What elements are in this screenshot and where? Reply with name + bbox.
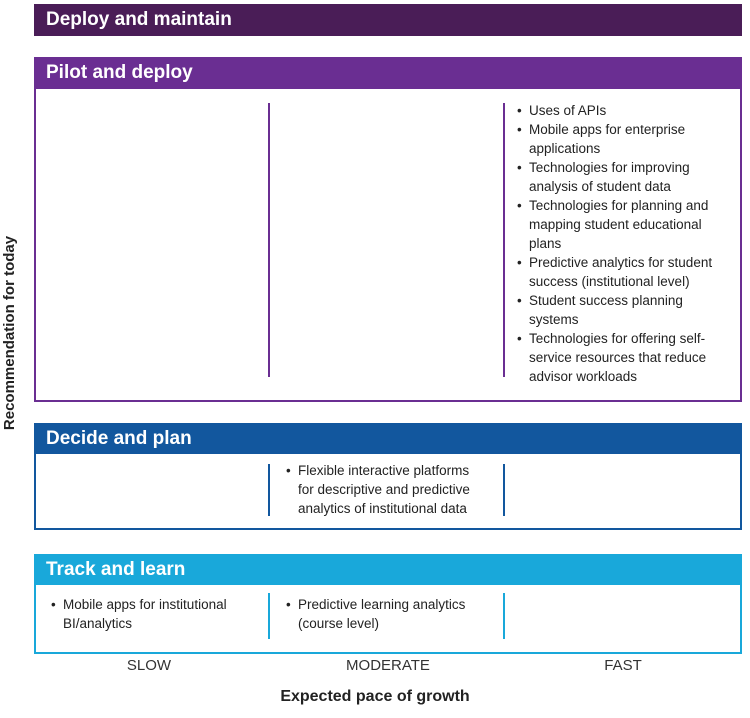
- band-pilot-deploy-body: [34, 89, 742, 402]
- band-decide-plan-body: [34, 454, 742, 530]
- track-slow-column: [51, 595, 256, 633]
- list-item: • Technologies for planning and mapping student educational plans: [517, 196, 717, 253]
- list-item: • Technologies for improving analysis of student data: [517, 158, 717, 196]
- band-deploy-maintain-title: Deploy and maintain: [34, 4, 742, 36]
- band-deploy-maintain: [34, 4, 742, 36]
- band-track-learn: [34, 554, 742, 654]
- list-item: • Mobile apps for institutional BI/analytics: [51, 595, 256, 633]
- y-axis-label: Recommendation for today: [1, 235, 18, 431]
- band-track-learn-title: Track and learn: [34, 554, 742, 585]
- decide-moderate-list: [286, 461, 486, 518]
- track-moderate-column: [286, 595, 486, 633]
- track-slow-list: [51, 595, 256, 633]
- band-pilot-deploy-title: Pilot and deploy: [34, 57, 742, 89]
- pilot-fast-list: [517, 101, 717, 386]
- band-decide-plan-title: Decide and plan: [34, 423, 742, 454]
- x-tick-moderate: MODERATE: [346, 657, 430, 674]
- list-item: • Uses of APIs: [517, 101, 717, 120]
- band-decide-plan: [34, 423, 742, 530]
- pilot-fast-column: [517, 101, 717, 386]
- list-item: • Mobile apps for enterprise applications: [517, 120, 717, 158]
- pilot-divider-2: [503, 103, 505, 377]
- list-item: • Student success planning systems: [517, 291, 717, 329]
- decide-moderate-column: [286, 461, 486, 518]
- x-tick-fast: FAST: [604, 657, 642, 674]
- decide-divider-2: [503, 464, 505, 516]
- list-item: • Technologies for offering self-service resources that reduce advisor workloads: [517, 329, 717, 386]
- band-pilot-deploy: [34, 57, 742, 402]
- list-item: • Predictive analytics for student success (institutional level): [517, 253, 717, 291]
- x-tick-slow: SLOW: [126, 657, 172, 674]
- list-item: • Predictive learning analytics (course level): [286, 595, 486, 633]
- band-track-learn-body: [34, 585, 742, 654]
- track-moderate-list: [286, 595, 486, 633]
- track-divider-2: [503, 593, 505, 639]
- track-divider-1: [268, 593, 270, 639]
- pilot-divider-1: [268, 103, 270, 377]
- decide-divider-1: [268, 464, 270, 516]
- list-item: • Flexible interactive platforms for descriptive and predictive analytics of institutional data: [286, 461, 486, 518]
- x-axis-label: Expected pace of growth: [280, 688, 470, 705]
